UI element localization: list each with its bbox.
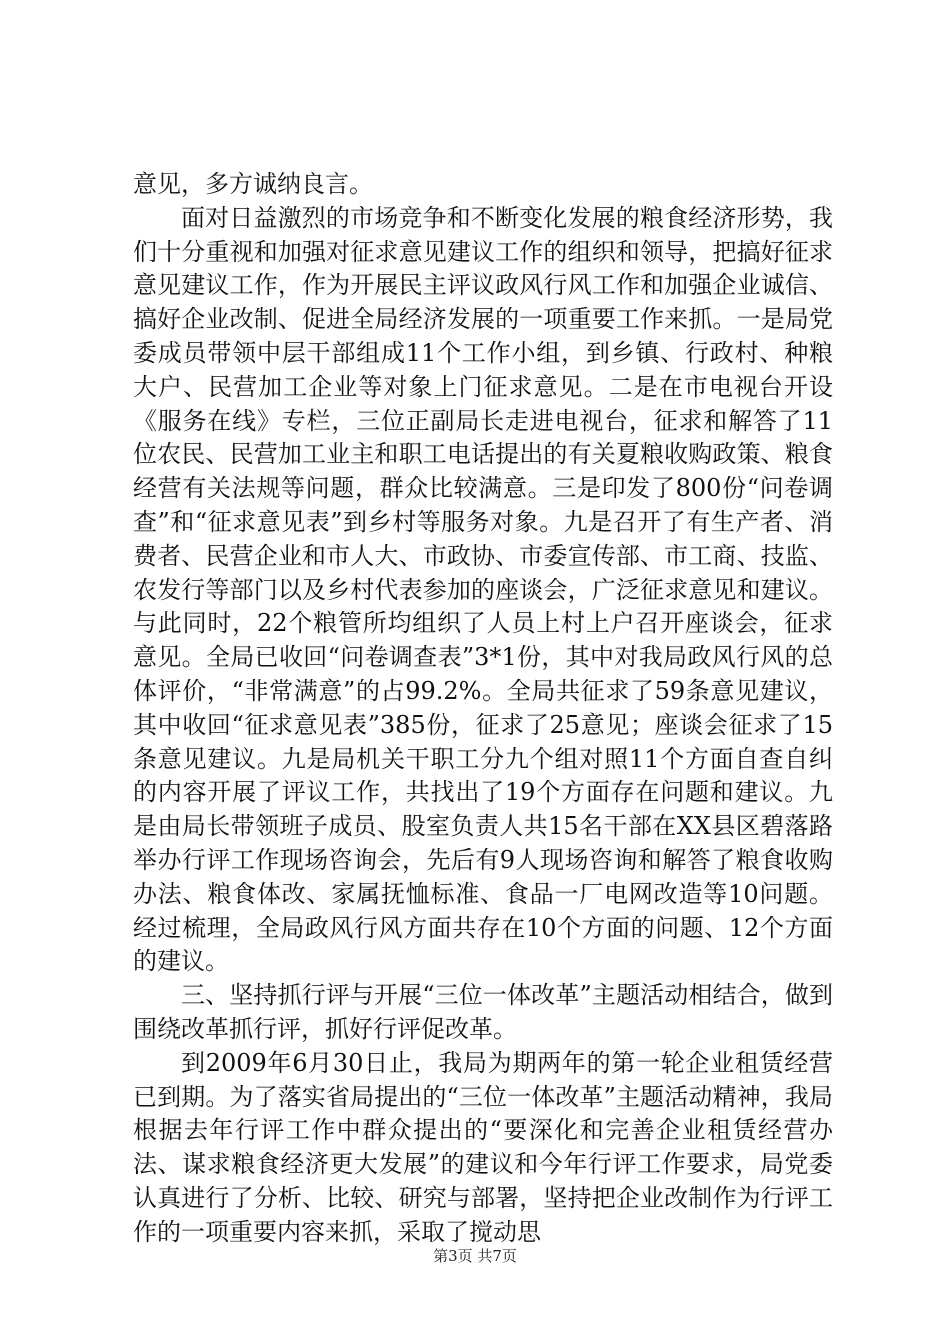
paragraph-continuation: 意见，多方诚纳良言。 bbox=[133, 170, 373, 198]
paragraph-section-three-heading: 三、坚持抓行评与开展“三位一体改革”主题活动相结合，做到围绕改革抓行评，抓好行评促改革。 bbox=[133, 981, 833, 1043]
paragraph-opinion-collection: 面对日益激烈的市场竞争和不断变化发展的粮食经济形势，我们十分重视和加强对征求意见建议工作的组织和领导，把搞好征求意见建议工作，作为开展民主评议政风行风工作和加强企业诚信、搞好企业改制、促进全局经济发展的一项重要工作来抓。一是局党委成员带领中层干部组成11个工作小组，到乡镇、行政村、种粮大户、民营加工企业等对象上门征求意见。二是在市电视台开设《服务在线》专栏，三位正副局长走进电视台，征求和解答了11位农民、民营加工业主和职工电话提出的有关夏粮收购政策、粮食经营有关法规等问题，群众比较满意。三是印发了800份“问卷调查”和“征求意见表”到乡村等服务对象。九是召开了有生产者、消费者、民营企业和市人大、市政协、市委宣传部、市工商、技监、农发行等部门以及乡村代表参加的座谈会，广泛征求意见和建议。与此同时，22个粮管所均组织了人员上村上户召开座谈会，征求意见。全局已收回“问卷调查表”3*1份，其中对我局政风行风的总体评价，“非常满意”的占99.2%。全局共征求了59条意见建议，其中收回“征求意见表”385份，征求了25意见；座谈会征求了15条意见建议。九是局机关干职工分九个组对照11个方面自查自纠的内容开展了评议工作，共找出了19个方面存在问题和建议。九是由局长带领班子成员、股室负责人共15名干部在XX县区碧落路举办行评工作现场咨询会，先后有9人现场咨询和解答了粮食收购办法、粮食体改、家属抚恤标准、食品一厂电网改造等10问题。经过梳理，全局政风行风方面共存在10个方面的问题、12个方面的建议。 bbox=[133, 203, 833, 976]
document-body bbox=[133, 168, 833, 1250]
page-footer: 第3页 共7页 bbox=[433, 1247, 517, 1265]
paragraph-lease-reform: 到2009年6月30日止，我局为期两年的第一轮企业租赁经营已到期。为了落实省局提出的“三位一体改革”主题活动精神，我局根据去年行评工作中群众提出的“要深化和完善企业租赁经营办法、谋求粮食经济更大发展”的建议和今年行评工作要求，局党委认真进行了分析、比较、研究与部署，坚持把企业改制作为行评工作的一项重要内容来抓，采取了搅动思 bbox=[133, 1048, 833, 1246]
